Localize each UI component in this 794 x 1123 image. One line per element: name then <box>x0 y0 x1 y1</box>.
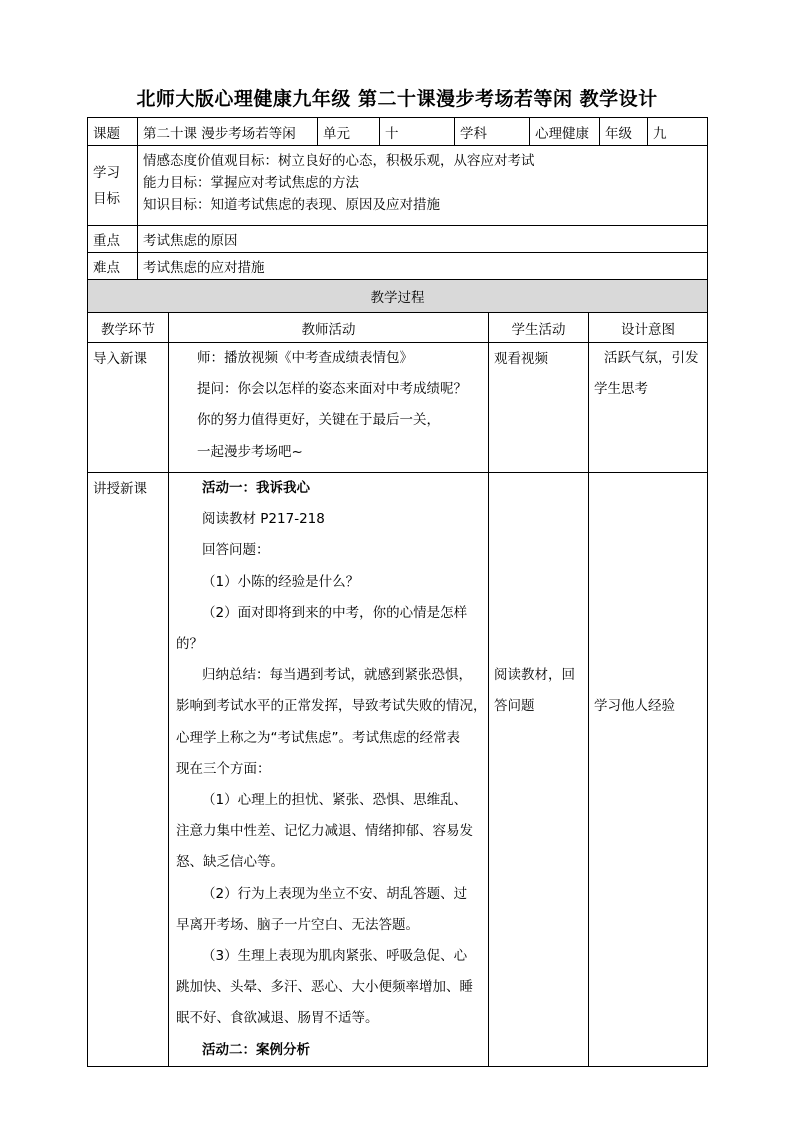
student-new <box>489 473 589 1067</box>
intent-new-1: 学习他人经验 <box>594 698 675 714</box>
student-intro: 观看视频 <box>489 343 589 473</box>
physical-3a: （3）生理上表现为肌肉紧张、呼吸急促、心 <box>202 948 468 965</box>
summary-4: 现在三个方面： <box>176 760 271 777</box>
intent-intro <box>589 343 708 473</box>
psych-1c: 怒、缺乏信心等。 <box>176 854 284 871</box>
summary-2: 影响到考试水平的正常发挥，导致考试失败的情况， <box>176 698 487 715</box>
goal-ability: 能力目标：掌握应对考试焦虑的方法 <box>143 175 359 191</box>
behavior-2a: （2）行为上表现为坐立不安、胡乱答题、过 <box>202 885 468 902</box>
physical-3b: 跳加快、头晕、多汗、恶心、大小便频率增加、睡 <box>176 979 473 996</box>
teacher-intro <box>169 343 489 473</box>
grade-value: 九 <box>648 118 708 146</box>
physical-3c: 眠不好、食欲减退、肠胃不适等。 <box>176 1010 379 1027</box>
activity-1-title: 活动一：我诉我心 <box>202 480 310 496</box>
unit-value: 十 <box>380 118 455 146</box>
goal-knowledge: 知识目标：知道考试焦虑的表现、原因及应对措施 <box>143 197 440 213</box>
intro-line-3: 你的努力值得更好，关键在于最后一关， <box>197 412 440 429</box>
intent-intro-2: 学生思考 <box>594 381 648 398</box>
col-stage: 教学环节 <box>88 313 169 343</box>
psych-1b: 注意力集中性差、记忆力减退、情绪抑郁、容易发 <box>176 823 473 840</box>
stage-intro: 导入新课 <box>88 343 169 473</box>
answer-questions: 回答问题： <box>202 542 270 559</box>
summary-3: 心理学上称之为“考试焦虑”。考试焦虑的经常表 <box>176 729 460 746</box>
subject-label: 学科 <box>455 118 530 146</box>
intro-line-2: 提问：你会以怎样的姿态来面对中考成绩呢？ <box>197 381 467 398</box>
psych-1a: （1）心理上的担忧、紧张、恐惧、思维乱、 <box>202 792 468 809</box>
read-textbook: 阅读教材 P217-218 <box>202 511 325 528</box>
grade-label: 年级 <box>600 118 648 146</box>
learning-goals <box>138 146 708 226</box>
col-intent: 设计意图 <box>589 313 708 343</box>
teaching-process-table <box>87 279 708 1067</box>
lesson-info-table <box>87 117 708 280</box>
table-row <box>88 473 708 1067</box>
col-teacher: 教师活动 <box>169 313 489 343</box>
student-new-2: 答问题 <box>494 698 535 715</box>
stage-new: 讲授新课 <box>88 473 169 1067</box>
activity-2-title: 活动二：案例分析 <box>202 1041 310 1058</box>
unit-label: 单元 <box>318 118 380 146</box>
intro-line-4: 一起漫步考场吧~ <box>197 443 303 460</box>
intro-line-1: 师：播放视频《中考查成绩表情包》 <box>197 350 413 366</box>
key-value: 考试焦虑的原因 <box>138 226 708 253</box>
difficulty-label: 难点 <box>88 253 138 280</box>
question-2a: （2）面对即将到来的中考，你的心情是怎样 <box>202 604 468 621</box>
subject-value: 心理健康 <box>530 118 600 146</box>
col-student: 学生活动 <box>489 313 589 343</box>
teacher-new <box>169 473 489 1067</box>
table-row <box>88 343 708 473</box>
document-title: 北师大版心理健康九年级 第二十课漫步考场若等闲 教学设计 <box>136 88 658 110</box>
goal-emotion: 情感态度价值观目标：树立良好的心态，积极乐观，从容应对考试 <box>143 153 535 169</box>
question-1: （1）小陈的经验是什么？ <box>202 573 360 590</box>
student-new-1: 阅读教材，回 <box>494 667 575 683</box>
intent-intro-1: 活跃气氛，引发 <box>604 350 699 366</box>
topic-value: 第二十课 漫步考场若等闲 <box>138 118 318 146</box>
topic-label: 课题 <box>88 118 138 146</box>
summary-1: 归纳总结：每当遇到考试，就感到紧张恐惧， <box>202 667 472 684</box>
intent-new <box>589 473 708 1067</box>
goals-label: 学习目标 <box>88 146 138 226</box>
behavior-2b: 早离开考场、脑子一片空白、无法答题。 <box>176 916 419 933</box>
difficulty-value: 考试焦虑的应对措施 <box>138 253 708 280</box>
key-label: 重点 <box>88 226 138 253</box>
question-2b: 的？ <box>176 636 203 653</box>
process-heading: 教学过程 <box>88 280 708 313</box>
